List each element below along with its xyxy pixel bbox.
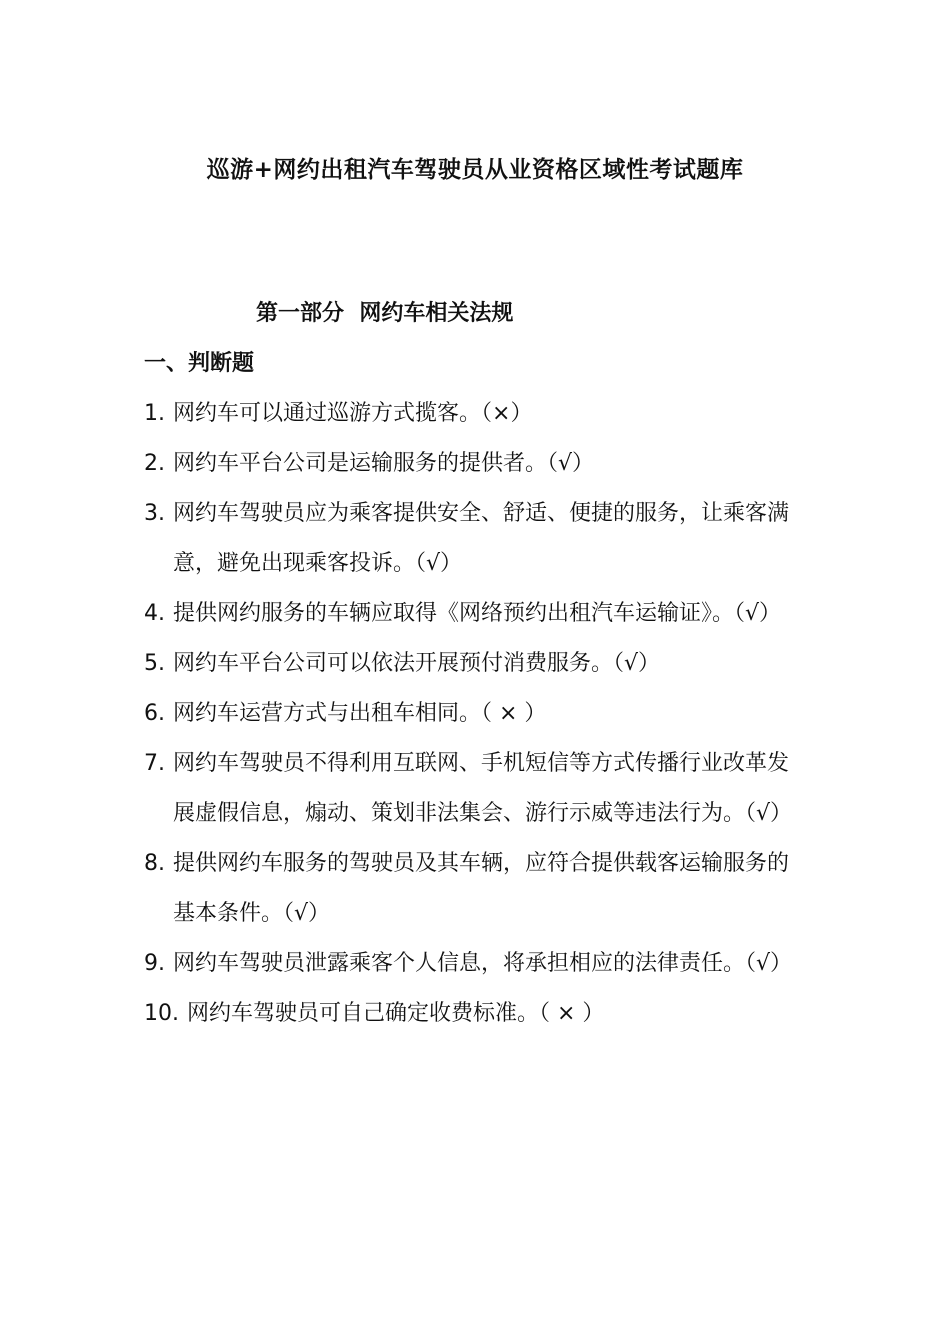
question-number: 7. [144, 751, 165, 776]
question-number: 2. [144, 451, 165, 476]
question-body [173, 439, 804, 489]
question-body [173, 689, 804, 739]
question-text: 提供网约车服务的驾驶员及其车辆，应符合提供载客运输服务的基本条件。 [173, 851, 790, 926]
question-text: 网约车驾驶员泄露乘客个人信息，将承担相应的法律责任。 [173, 951, 746, 976]
question-number: 6. [144, 701, 165, 726]
question-number: 3. [144, 501, 165, 526]
question-number: 1. [144, 401, 165, 426]
list-item [144, 839, 804, 939]
question-body [173, 489, 804, 589]
question-answer: （×） [481, 401, 533, 426]
question-text: 网约车驾驶员不得利用互联网、手机短信等方式传播行业改革发展虚假信息，煽动、策划非法集会、游行示威等违法行为。 [173, 751, 790, 826]
question-body [173, 389, 804, 439]
question-body [173, 739, 804, 839]
question-number: 8. [144, 851, 165, 876]
part-title: 第一部分 网约车相关法规 [256, 301, 514, 326]
question-number: 5. [144, 651, 165, 676]
list-item [144, 439, 804, 489]
question-body [173, 939, 804, 989]
list-item [144, 489, 804, 589]
question-answer: （√） [745, 951, 793, 976]
list-item [144, 389, 804, 439]
question-answer: （√） [283, 901, 331, 926]
question-answer: （√） [734, 601, 782, 626]
section-title: 一、判断题 [144, 351, 255, 376]
list-item [144, 989, 804, 1039]
question-body [173, 839, 804, 939]
question-answer: （ × ） [481, 701, 547, 726]
question-number: 9. [144, 951, 165, 976]
question-text: 网约车平台公司是运输服务的提供者。 [173, 451, 548, 476]
question-answer: （√） [415, 551, 463, 576]
question-text: 网约车运营方式与出租车相同。 [173, 701, 482, 726]
list-item [144, 939, 804, 989]
list-item [144, 739, 804, 839]
question-answer: （√） [745, 801, 793, 826]
question-text: 网约车平台公司可以依法开展预付消费服务。 [173, 651, 614, 676]
question-text: 网约车可以通过巡游方式揽客。 [173, 401, 482, 426]
question-body [173, 639, 804, 689]
question-number: 10. [144, 1001, 179, 1026]
list-item [144, 689, 804, 739]
question-number: 4. [144, 601, 165, 626]
question-body [173, 589, 804, 639]
list-item [144, 589, 804, 639]
list-item [144, 639, 804, 689]
question-text: 提供网约服务的车辆应取得《网络预约出租汽车运输证》。 [173, 601, 735, 626]
document-title: 巡游+网约出租汽车驾驶员从业资格区域性考试题库 [206, 157, 744, 183]
question-list [144, 389, 804, 1039]
question-body [187, 989, 804, 1039]
question-text: 网约车驾驶员可自己确定收费标准。 [187, 1001, 540, 1026]
question-answer: （√） [547, 451, 595, 476]
question-text: 网约车驾驶员应为乘客提供安全、舒适、便捷的服务，让乘客满意，避免出现乘客投诉。 [173, 501, 790, 576]
question-answer: （ × ） [539, 1001, 605, 1026]
question-answer: （√） [613, 651, 661, 676]
